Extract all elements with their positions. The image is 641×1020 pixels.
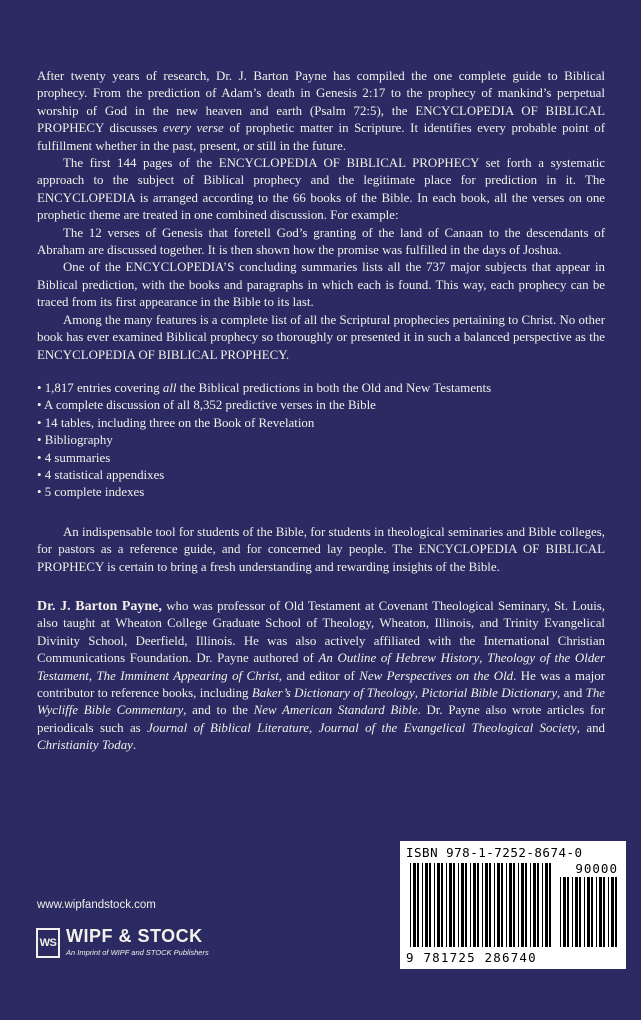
- barcode-bar: [525, 863, 527, 947]
- barcode-bar: [611, 877, 614, 947]
- barcode-bar: [473, 863, 476, 947]
- publisher-website: www.wipfandstock.com: [37, 899, 156, 911]
- list-item: • 1,817 entries covering all the Biblical predictions in both the Old and New Testaments: [37, 380, 492, 395]
- barcode-bar: [518, 863, 519, 947]
- barcode-bar: [596, 877, 597, 947]
- barcode-bar: [497, 863, 500, 947]
- price-addon-number: 90000: [575, 861, 618, 876]
- barcode-bar: [579, 877, 581, 947]
- spacer: [37, 576, 605, 598]
- barcode-bar: [465, 863, 467, 947]
- back-cover-text: [37, 68, 605, 755]
- barcode-bar: [458, 863, 459, 947]
- barcode-bar: [413, 863, 416, 947]
- barcode-bar: [410, 863, 411, 947]
- barcode-bar: [603, 877, 605, 947]
- feature-list: [37, 380, 605, 502]
- ean-number: 9 781725 286740: [406, 950, 537, 965]
- barcode-bar: [470, 863, 471, 947]
- author-name: Dr. J. Barton Payne,: [37, 598, 162, 614]
- isbn-barcode: [400, 841, 626, 969]
- author-bio: Dr. J. Barton Payne, who was professor of Old Testament at Covenant Theological Seminary, St. Louis, also taught at Wheaton College Graduate School of Theology, Wheaton, Illinois, and Trinity Evangelical Divinity School, Deerfield, Illinois. He was also actively affiliated with the International Christian Communications Foundation. Dr. Payne authored of An Outline of Hebrew History, Theology of the Older Testament, The Imminent Appearing of Christ, and editor of New Perspectives on the Old. He was a major contributor to reference books, including Baker’s Dictionary of Theology, Pictorial Bible Dictionary, and The Wycliffe Bible Commentary, and to the New American Standard Bible. Dr. Payne also wrote articles for periodicals such as Journal of Biblical Literature, Journal of the Evangelical Theological Society, and Christianity Today.: [37, 598, 606, 753]
- barcode-bar: [591, 877, 593, 947]
- publisher-tagline: An Imprint of WIPF and STOCK Publishers: [66, 948, 209, 957]
- barcode-bar: [567, 877, 569, 947]
- intro-paragraph-3: The 12 verses of Genesis that foretell God’s granting of the land of Canaan to the descendants of Abraham are discussed together. It is then shown how the promise was fulfilled in the days of Joshua.: [37, 225, 605, 258]
- barcode-bar: [501, 863, 503, 947]
- barcode-bar: [449, 863, 452, 947]
- publisher-logo: [36, 926, 256, 962]
- barcode-bar: [533, 863, 536, 947]
- barcode-bar: [587, 877, 590, 947]
- barcode-bar: [429, 863, 431, 947]
- barcode-bar: [477, 863, 479, 947]
- list-item: • 5 complete indexes: [37, 485, 145, 500]
- barcode-bar: [549, 863, 551, 947]
- list-item: • 14 tables, including three on the Book of Revelation: [37, 415, 315, 430]
- barcode-bar: [453, 863, 455, 947]
- barcode-bar: [494, 863, 495, 947]
- barcode-bar: [489, 863, 491, 947]
- list-item: • 4 summaries: [37, 450, 111, 465]
- list-item: • A complete discussion of all 8,352 predictive verses in the Bible: [37, 398, 376, 413]
- barcode-bar: [545, 863, 548, 947]
- spacer: [37, 502, 605, 524]
- barcode-bar: [446, 863, 447, 947]
- barcode-bar: [441, 863, 443, 947]
- barcode-bar: [482, 863, 483, 947]
- barcode-bar: [560, 877, 561, 947]
- barcode-bar: [425, 863, 428, 947]
- barcode-bar: [417, 863, 419, 947]
- barcode-bar: [572, 877, 573, 947]
- intro-paragraph-4: One of the ENCYCLOPEDIA’S concluding summaries lists all the 737 major subjects that appear in Biblical prediction, with the books and paragraphs in which each is found. This way, each prophecy can be traced from its first appearance in the Bible to its last.: [37, 260, 605, 310]
- barcode-bar: [437, 863, 440, 947]
- spacer: [37, 364, 605, 380]
- barcode-bar: [615, 877, 617, 947]
- barcode-bar: [575, 877, 578, 947]
- barcode-bar: [422, 863, 423, 947]
- intro-paragraph-2: The first 144 pages of the ENCYCLOPEDIA OF BIBLICAL PROPHECY set forth a systematic approach to the subject of Biblical prophecy and the legitimate place for prediction in it. The ENCYCLOPEDIA is arranged according to the 66 books of the Bible. In each book, all the verses on one prophetic theme are treated in one combined discussion. For example:: [37, 156, 605, 223]
- barcode-bar: [608, 877, 609, 947]
- addon-bars: [560, 877, 617, 947]
- barcode-bar: [506, 863, 507, 947]
- barcode-bar: [509, 863, 512, 947]
- barcode-bar: [513, 863, 515, 947]
- closing-paragraph: An indispensable tool for students of the Bible, for students in theological seminaries and Bible colleges, for pastors as a reference guide, and for concerned lay people. The ENCYCLOPEDIA OF BIBLICAL PROPHECY is certain to bring a fresh understanding and rewarding insights of the Bible.: [37, 524, 605, 574]
- barcode-bar: [434, 863, 435, 947]
- barcode-bar: [563, 877, 566, 947]
- intro-paragraph-5: Among the many features is a complete list of all the Scriptural prophecies pertaining to Christ. No other book has ever examined Biblical prophecy so thoroughly or presented it in such a balanced perspective as the ENCYCLOPEDIA OF BIBLICAL PROPHECY.: [37, 312, 605, 362]
- intro-paragraph-1: After twenty years of research, Dr. J. Barton Payne has compiled the one complete guide to Biblical prophecy. From the prediction of Adam’s death in Genesis 2:17 to the prophecy of mankind’s perpetual worship of God in the new heaven and earth (Psalm 72:5), the ENCYCLOPEDIA OF BIBLICAL PROPHECY discusses every verse of prophetic matter in Scripture. It identifies every probable point of fulfillment whether in the past, present, or still in the future.: [37, 69, 605, 153]
- isbn-label: ISBN 978-1-7252-8674-0: [406, 845, 583, 860]
- barcode-bar: [461, 863, 464, 947]
- ean-bars: [410, 863, 551, 947]
- barcode-bar: [537, 863, 539, 947]
- barcode-bar: [530, 863, 531, 947]
- barcode-bar: [584, 877, 585, 947]
- barcode-bar: [542, 863, 543, 947]
- barcode-bar: [485, 863, 488, 947]
- barcode-bar: [599, 877, 602, 947]
- ws-logo-icon: WS: [36, 928, 60, 958]
- list-item: • 4 statistical appendixes: [37, 467, 165, 482]
- publisher-name: WIPF & STOCK: [66, 926, 203, 946]
- barcode-bar: [521, 863, 524, 947]
- list-item: • Bibliography: [37, 433, 113, 448]
